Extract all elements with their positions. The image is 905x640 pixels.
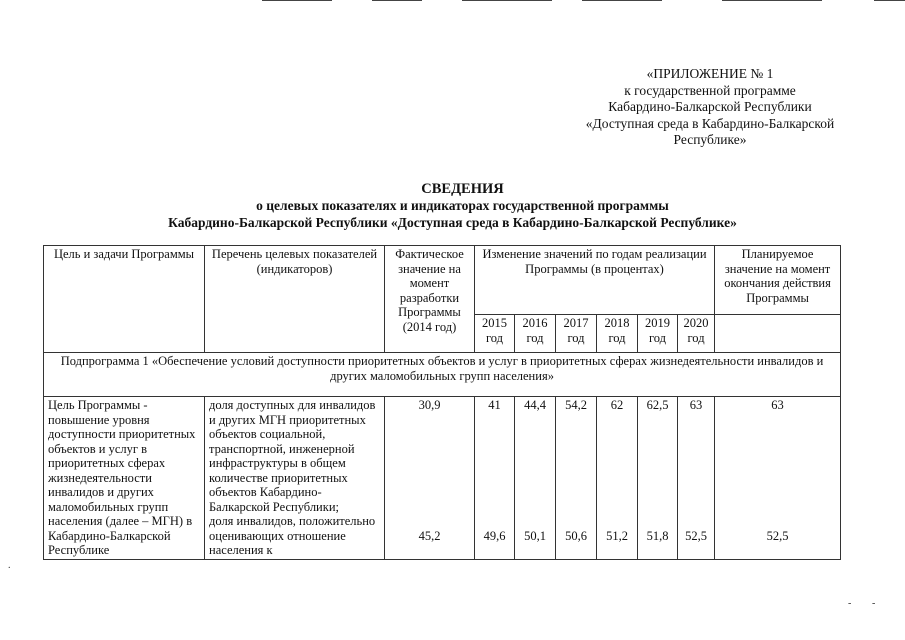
scan-line bbox=[722, 0, 822, 1]
scan-speck: . bbox=[8, 560, 11, 571]
appendix-line: к государственной программе bbox=[624, 82, 796, 98]
year-header: 2020 год bbox=[678, 315, 715, 353]
scan-line bbox=[262, 0, 332, 1]
value: 51,8 bbox=[646, 528, 669, 543]
header-planned: Планируемое значение на момент окончания действия Программы bbox=[715, 246, 841, 315]
value: 50,6 bbox=[565, 528, 587, 543]
value: 51,2 bbox=[606, 528, 628, 543]
year-header: 2019 год bbox=[638, 315, 678, 353]
appendix-line: «Доступная среда в Кабардино-Балкарской bbox=[585, 115, 835, 131]
header-change: Изменение значений по годам реализации Программы (в процентах) bbox=[475, 246, 715, 315]
value: 63 bbox=[689, 398, 703, 412]
actual-value-cell bbox=[385, 397, 475, 560]
indicator-text: доля доступных для инвалидов и других МГН приоритетных объектов социальной, транспортной, инженерной инфраструктуры в общем количестве приоритетных объектов Кабардино-Балкарской Республики; bbox=[209, 398, 376, 514]
year-value-cell bbox=[515, 397, 556, 560]
value: 45,2 bbox=[418, 528, 441, 543]
title-line: о целевых показателях и индикаторах государственной программы bbox=[256, 198, 669, 213]
value: 50,1 bbox=[524, 528, 546, 543]
appendix-header bbox=[520, 66, 900, 149]
appendix-line: Республике» bbox=[673, 132, 747, 147]
scan-line bbox=[582, 0, 662, 1]
title-line: СВЕДЕНИЯ bbox=[421, 181, 504, 197]
indicators-table bbox=[43, 245, 841, 560]
header-indicators: Перечень целевых показателей (индикаторов) bbox=[205, 246, 385, 353]
year-value-cell bbox=[638, 397, 678, 560]
scan-speck: - bbox=[848, 598, 852, 609]
year-header: 2018 год bbox=[597, 315, 638, 353]
goal-cell: Цель Программы - повышение уровня доступности приоритетных объектов и услуг в приоритетных сферах жизнедеятельности инвалидов и других маломобильных групп населения (далее – МГН) в Кабардино-Балкарской Республике bbox=[44, 397, 205, 560]
year-value-cell bbox=[475, 397, 515, 560]
appendix-line: «ПРИЛОЖЕНИЕ № 1 bbox=[646, 66, 774, 81]
scan-line bbox=[874, 0, 905, 1]
subprogram-row: Подпрограмма 1 «Обеспечение условий доступности приоритетных объектов и услуг в приоритетных сферах жизнедеятельности инвалидов и других маломобильных групп населения» bbox=[44, 353, 841, 397]
scan-line bbox=[462, 0, 552, 1]
year-header: 2017 год bbox=[556, 315, 597, 353]
year-value-cell bbox=[678, 397, 715, 560]
year-header: 2015 год bbox=[475, 315, 515, 353]
value: 30,9 bbox=[418, 398, 441, 412]
header-actual: Фактическое значение на момент разработки Программы (2014 год) bbox=[385, 246, 475, 353]
year-header: 2016 год bbox=[515, 315, 556, 353]
indicator-text: доля инвалидов, положительно оценивающих отношение населения к bbox=[209, 514, 376, 557]
planned-value-cell bbox=[715, 397, 841, 560]
value: 52,5 bbox=[685, 528, 707, 543]
value: 41 bbox=[488, 398, 501, 412]
header-goal: Цель и задачи Программы bbox=[44, 246, 205, 353]
title-line: Кабардино-Балкарской Республики «Доступная среда в Кабардино-Балкарской Республике» bbox=[168, 215, 737, 230]
value: 52,5 bbox=[766, 528, 789, 543]
empty-cell bbox=[715, 315, 841, 353]
value: 49,6 bbox=[483, 528, 506, 543]
scan-speck: - bbox=[872, 598, 876, 609]
value: 62 bbox=[610, 398, 624, 412]
document-title bbox=[0, 181, 905, 231]
value: 62,5 bbox=[646, 398, 669, 412]
value: 63 bbox=[771, 398, 784, 412]
scan-line bbox=[372, 0, 422, 1]
indicator-cell bbox=[205, 397, 385, 560]
value: 54,2 bbox=[565, 398, 587, 412]
year-value-cell bbox=[556, 397, 597, 560]
year-value-cell bbox=[597, 397, 638, 560]
appendix-line: Кабардино-Балкарской Республики bbox=[608, 99, 812, 114]
value: 44,4 bbox=[524, 398, 546, 412]
